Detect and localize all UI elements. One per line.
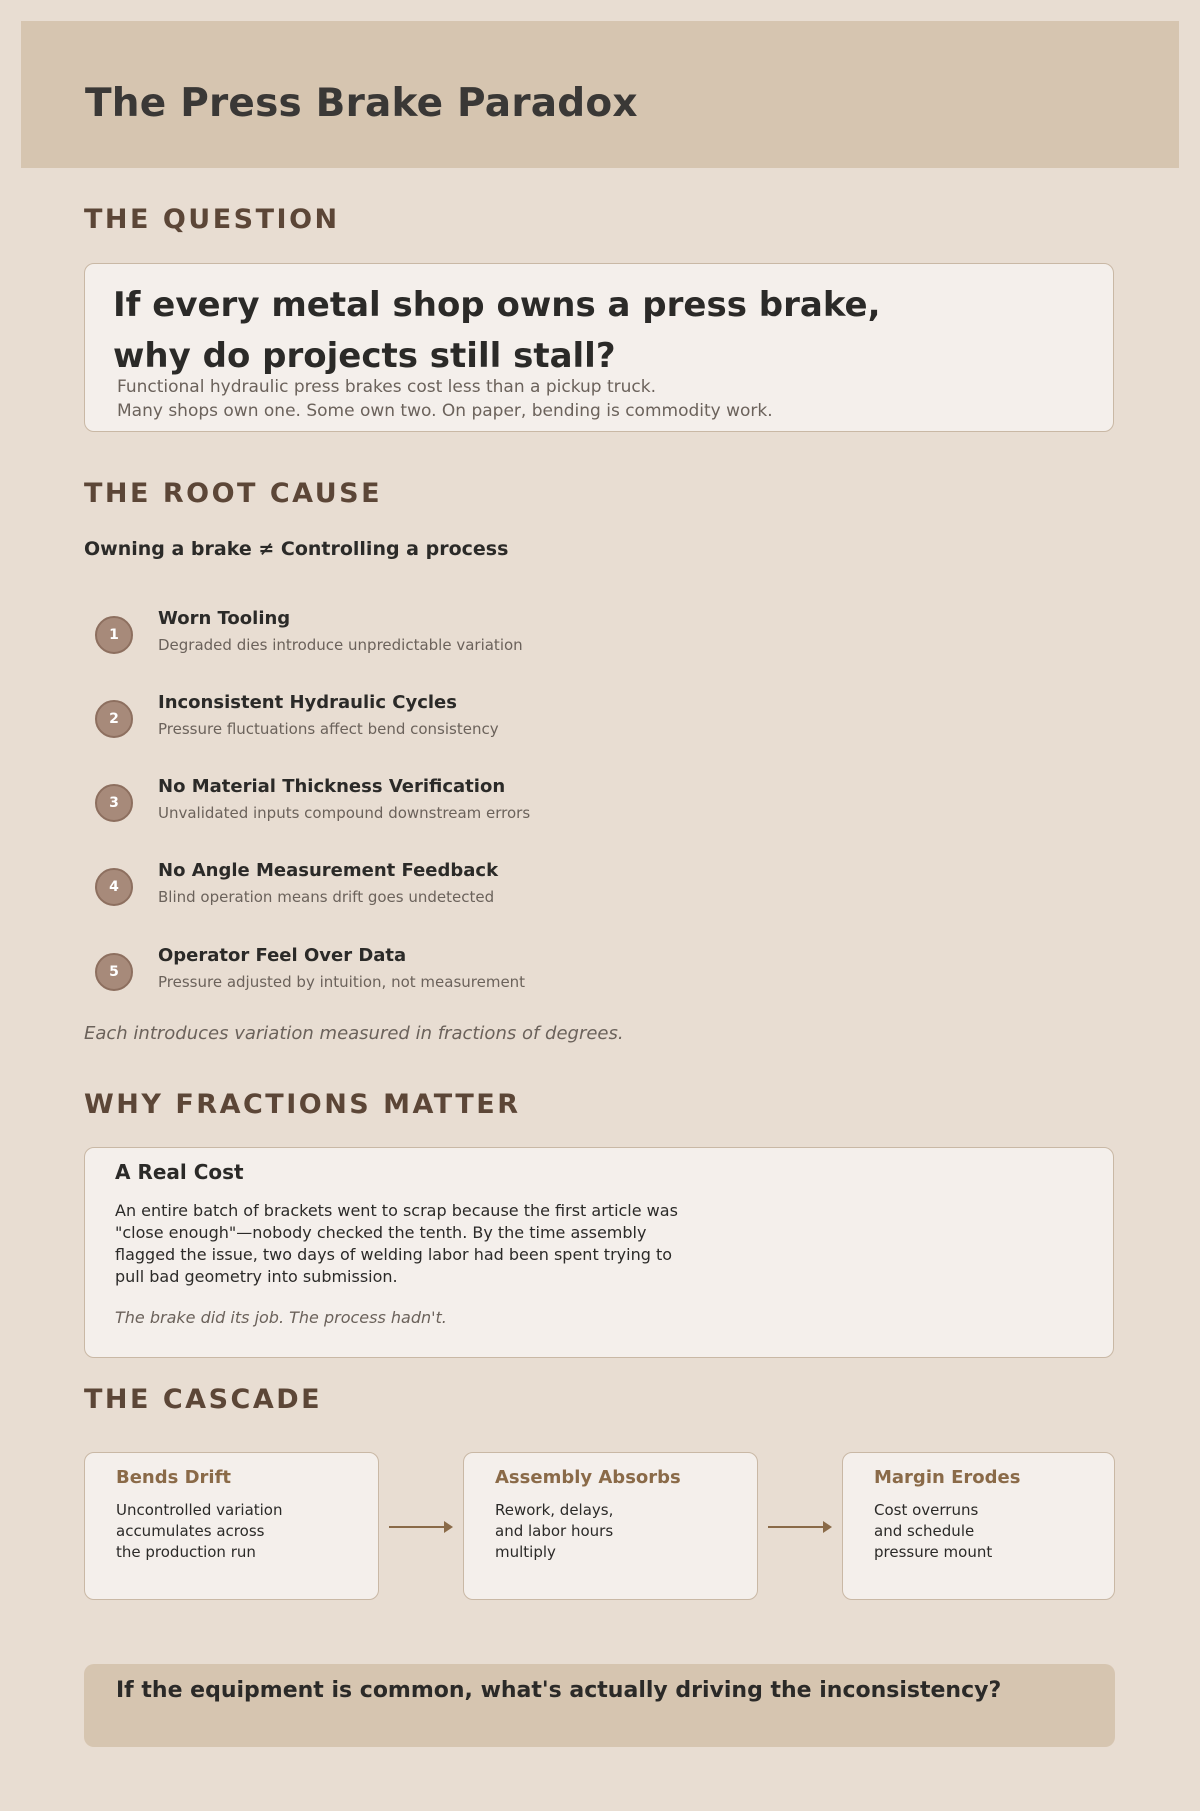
closing-question-banner	[84, 1664, 1115, 1747]
question-subtext-line: Functional hydraulic press brakes cost less than a pickup truck.	[117, 377, 657, 397]
root-cause-subheading: Owning a brake ≠ Controlling a process	[84, 538, 509, 560]
cascade-step-line: and schedule	[874, 1522, 975, 1540]
question-headline	[113, 280, 881, 382]
cause-item	[95, 692, 795, 752]
question-headline-line: If every metal shop owns a press brake,	[113, 285, 881, 325]
cause-title: Inconsistent Hydraulic Cycles	[158, 692, 457, 713]
cause-title: Worn Tooling	[158, 608, 291, 629]
cause-description: Degraded dies introduce unpredictable variation	[158, 636, 523, 654]
section-title-root-cause: THE ROOT CAUSE	[84, 478, 383, 509]
cascade-step-line: multiply	[495, 1543, 556, 1561]
real-cost-body: An entire batch of brackets went to scrap because the first article was "close enough"—nobody checked the tenth. By the time assembly flagged the issue, two days of welding labor had been spent trying to pull bad geometry into submission.	[115, 1201, 678, 1286]
cascade-step	[84, 1452, 379, 1600]
section-title-fractions: WHY FRACTIONS MATTER	[84, 1089, 521, 1120]
root-cause-note: Each introduces variation measured in fractions of degrees.	[84, 1023, 624, 1044]
cascade-step-title: Bends Drift	[116, 1467, 232, 1488]
cause-number-badge: 2	[95, 700, 133, 738]
cascade-step-line: Uncontrolled variation	[116, 1501, 283, 1519]
cause-item	[95, 776, 795, 836]
question-headline-line: why do projects still stall?	[113, 336, 616, 376]
page-title: The Press Brake Paradox	[85, 81, 638, 126]
cascade-step-title: Assembly Absorbs	[495, 1467, 681, 1488]
arrow-right-icon	[389, 1520, 453, 1534]
cause-description: Blind operation means drift goes undetected	[158, 888, 495, 906]
cause-title: No Material Thickness Verification	[158, 776, 506, 797]
arrow-right-icon	[768, 1520, 832, 1534]
question-subtext-line: Many shops own one. Some own two. On paper, bending is commodity work.	[117, 401, 773, 421]
cascade-step-line: and labor hours	[495, 1522, 614, 1540]
cause-item	[95, 608, 795, 668]
question-card	[84, 263, 1114, 432]
real-cost-card	[84, 1147, 1114, 1358]
cause-title: Operator Feel Over Data	[158, 945, 407, 966]
cascade-step-title: Margin Erodes	[874, 1467, 1021, 1488]
question-subtext	[117, 375, 773, 423]
section-title-question: THE QUESTION	[84, 204, 340, 235]
cause-description: Pressure adjusted by intuition, not measurement	[158, 973, 526, 991]
cascade-step-body	[116, 1500, 283, 1563]
cascade-step-line: accumulates across	[116, 1522, 265, 1540]
cascade-step-body	[874, 1500, 992, 1563]
cascade-step-line: Rework, delays,	[495, 1501, 614, 1519]
cause-number-badge: 5	[95, 953, 133, 991]
real-cost-conclusion: The brake did its job. The process hadn't.	[115, 1308, 447, 1327]
section-title-cascade: THE CASCADE	[84, 1384, 323, 1415]
closing-question: If the equipment is common, what's actually driving the inconsistency?	[116, 1678, 1002, 1703]
cascade-step-line: the production run	[116, 1543, 256, 1561]
cause-number-badge: 1	[95, 616, 133, 654]
cascade-step-line: pressure mount	[874, 1543, 993, 1561]
real-cost-title: A Real Cost	[115, 1160, 244, 1184]
cascade-step-body	[495, 1500, 613, 1563]
cause-title: No Angle Measurement Feedback	[158, 860, 499, 881]
cause-description: Pressure fluctuations affect bend consistency	[158, 720, 499, 738]
cause-number-badge: 4	[95, 868, 133, 906]
header-banner	[21, 21, 1179, 168]
cascade-step	[842, 1452, 1115, 1600]
cause-description: Unvalidated inputs compound downstream errors	[158, 804, 531, 822]
cause-item	[95, 860, 795, 920]
cause-number-badge: 3	[95, 784, 133, 822]
cause-item	[95, 945, 795, 1005]
cascade-step	[463, 1452, 758, 1600]
cascade-step-line: Cost overruns	[874, 1501, 979, 1519]
